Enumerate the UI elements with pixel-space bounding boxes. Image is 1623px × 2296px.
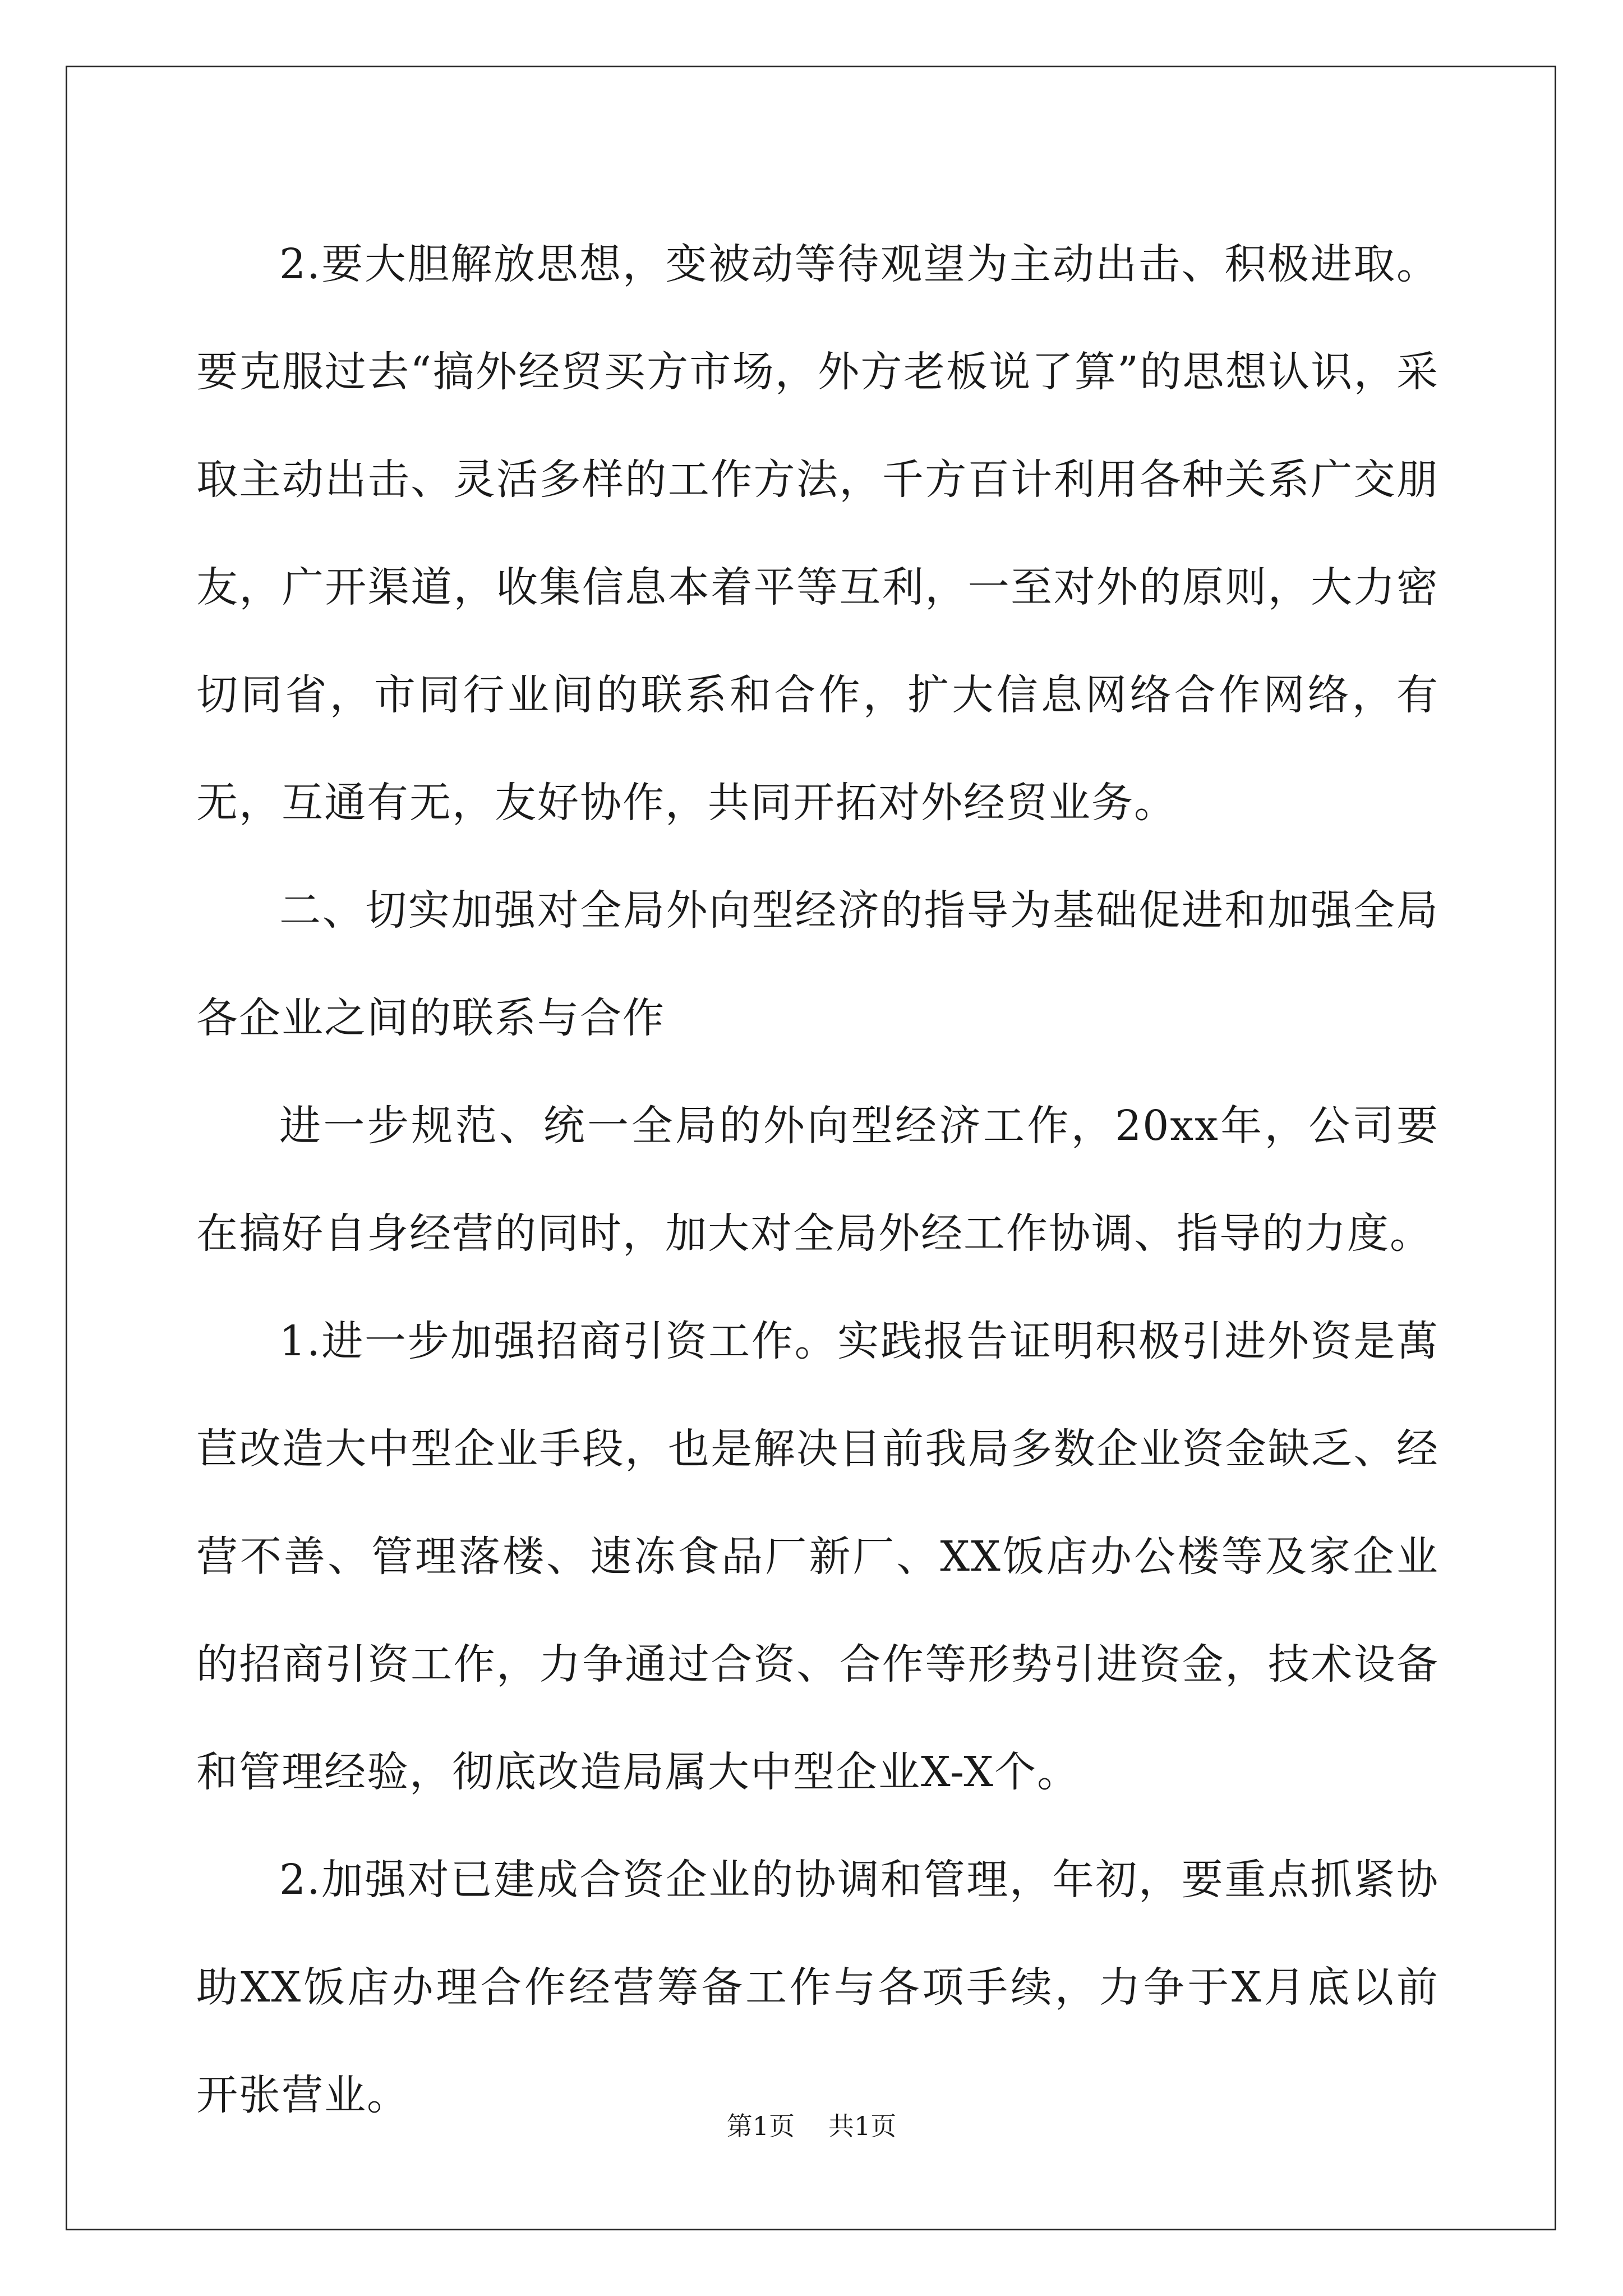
page-footer: [0, 2109, 1623, 2143]
paragraph-5: 2.加强对已建成合资企业的协调和管理，年初，要重点抓紧协助XX饭店办理合作经营筹备工作与各项手续，力争于X月底以前开张营业。: [196, 1856, 1439, 2119]
paragraph-3: 进一步规范、统一全局的外向型经济工作，20xx年，公司要在搞好自身经营的同时，加大对全局外经工作协调、指导的力度。: [196, 1102, 1439, 1258]
document-body: [196, 210, 1439, 2149]
paragraph-2: 二、切实加强对全局外向型经济的指导为基础促进和加强全局各企业之间的联系与合作: [196, 886, 1439, 1042]
page-number-current: 第1页: [726, 2111, 795, 2141]
paragraph-4: 1.进一步加强招商引资工作。实践报告证明积极引进外资是萬苣改造大中型企业手段，也是解决目前我局多数企业资金缺乏、经营不善、管理落楼、速冻食品厂新厂、XX饭店办公楼等及家企业的招商引资工作，力争通过合资、合作等形势引进资金，技术设备和管理经验，彻底改造局属大中型企业X-X个。: [196, 1317, 1439, 1796]
page-number-total: 共1页: [828, 2111, 897, 2141]
paragraph-1: 2.要大胆解放思想，变被动等待观望为主动出击、积极进取。要克服过去“搞外经贸买方市场，外方老板说了算”的思想认识，采取主动出击、灵活多样的工作方法，千方百计利用各种关系广交朋友，广开渠道，收集信息本着平等互利，一至对外的原则，大力密切同省，市同行业间的联系和合作，扩大信息网络合作网络，有无，互通有无，友好协作，共同开拓对外经贸业务。: [196, 240, 1439, 827]
